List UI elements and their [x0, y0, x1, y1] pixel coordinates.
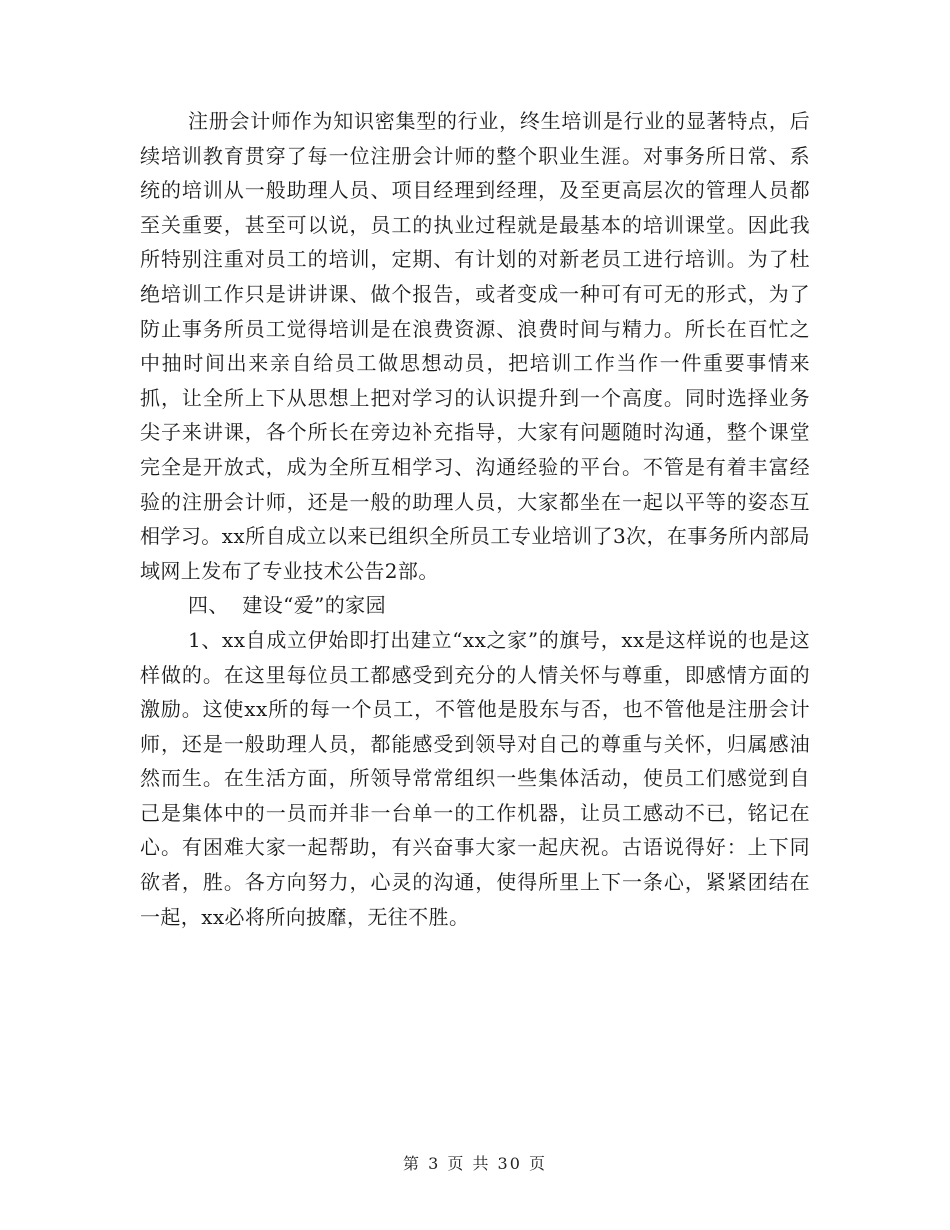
paragraph-home: 1、xx自成立伊始即打出建立“xx之家”的旗号，xx是这样说的也是这样做的。在这里每位员工都感受到充分的人情关怀与尊重，即感情方面的激励。这使xx所的每一个员工，不管他是股东与否，也不管他是注册会计师，还是一般助理人员，都能感受到领导对自己的尊重与关怀，归属感油然而生。在生活方面，所领导常常组织一些集体活动，使员工们感觉到自己是集体中的一员而并非一台单一的工作机器，让员工感动不已，铭记在心。有困难大家一起帮助，有兴奋事大家一起庆祝。古语说得好：上下同欲者，胜。各方向努力，心灵的沟通，使得所里上下一条心，紧紧团结在一起，xx必将所向披靡，无往不胜。	[140, 627, 810, 929]
document-body	[140, 104, 810, 934]
section-heading: 四、 建设“爱”的家园	[188, 593, 386, 618]
page-number-footer: 第 3 页 共 30 页	[403, 1154, 547, 1173]
paragraph-training: 注册会计师作为知识密集型的行业，终生培训是行业的显著特点，后续培训教育贯穿了每一位注册会计师的整个职业生涯。对事务所日常、系统的培训从一般助理人员、项目经理到经理，及至更高层次的管理人员都至关重要，甚至可以说，员工的执业过程就是最基本的培训课堂。因此我所特别注重对员工的培训，定期、有计划的对新老员工进行培训。为了杜绝培训工作只是讲讲课、做个报告，或者变成一种可有可无的形式，为了防止事务所员工觉得培训是在浪费资源、浪费时间与精力。所长在百忙之中抽时间出来亲自给员工做思想动员，把培训工作当作一件重要事情来抓，让全所上下从思想上把对学习的认识提升到一个高度。同时选择业务尖子来讲课，各个所长在旁边补充指导，大家有问题随时沟通，整个课堂完全是开放式，成为全所互相学习、沟通经验的平台。不管是有着丰富经验的注册会计师，还是一般的助理人员，大家都坐在一起以平等的姿态互相学习。xx所自成立以来已组织全所员工专业培训了3次，在事务所内部局域网上发布了专业技术公告2部。	[140, 109, 810, 583]
